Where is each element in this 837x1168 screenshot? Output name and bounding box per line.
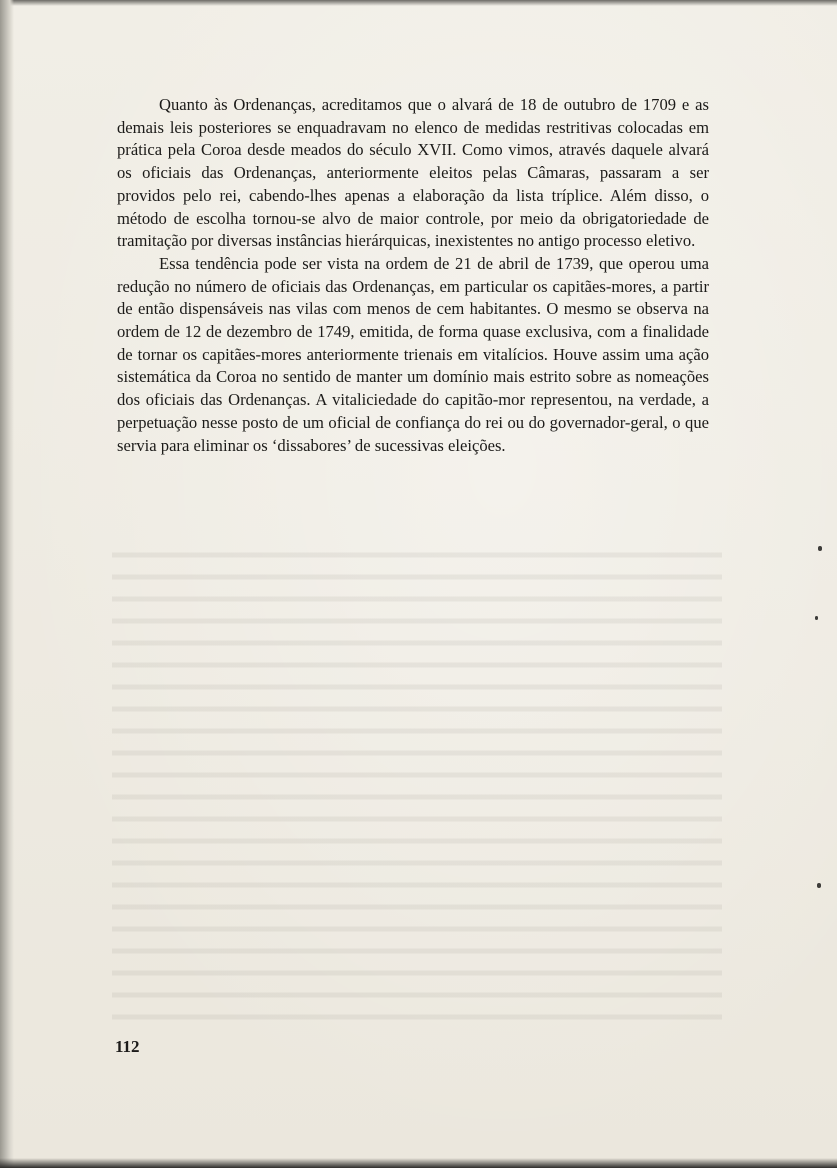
page-number: 112 [115, 1037, 140, 1056]
dust-speck [818, 546, 822, 551]
page-binding-shadow [0, 0, 14, 1168]
page-bottom-shadow [0, 1158, 837, 1168]
dust-speck [815, 616, 818, 620]
paragraph-2: Essa tendência pode ser vista na ordem de 21 de abril de 1739, que operou uma redução no número de oficiais das Ordenanças, em particular os capitães-mores, a partir de então dispensáveis nas vilas com menos de cem habitantes. O mesmo se observa na ordem de 12 de dezembro de 1749, emitida, de forma quase exclusiva, com a finalidade de tornar os capitães-mores anteriormente trienais em vitalícios. Houve assim uma ação sistemática da Coroa no sentido de manter um domínio mais estrito sobre as nomeações dos oficiais das Ordenanças. A vitaliciedade do capitão-mor representou, na verdade, a perpetuação nesse posto de um oficial de confiança do rei ou do governador-geral, o que servia para eliminar os ‘dissabores’ de sucessivas eleições. [117, 253, 709, 455]
show-through-texture [112, 540, 722, 1030]
page-top-shadow [0, 0, 837, 6]
paragraph-1: Quanto às Ordenanças, acreditamos que o alvará de 18 de outubro de 1709 e as demais leis posteriores se enquadravam no elenco de medidas restritivas colocadas em prática pela Coroa desde meados do século XVII. Como vimos, através daquele alvará os oficiais das Ordenanças, anteriormente eleitos pelas Câmaras, passaram a ser providos pelo rei, cabendo-lhes apenas a elaboração da lista tríplice. Além disso, o método de escolha tornou-se alvo de maior controle, por meio da obrigatoriedade de tramitação por diversas instâncias hierárquicas, inexistentes no antigo processo eletivo. [117, 95, 709, 251]
body-text [117, 94, 709, 457]
dust-speck [817, 883, 821, 888]
